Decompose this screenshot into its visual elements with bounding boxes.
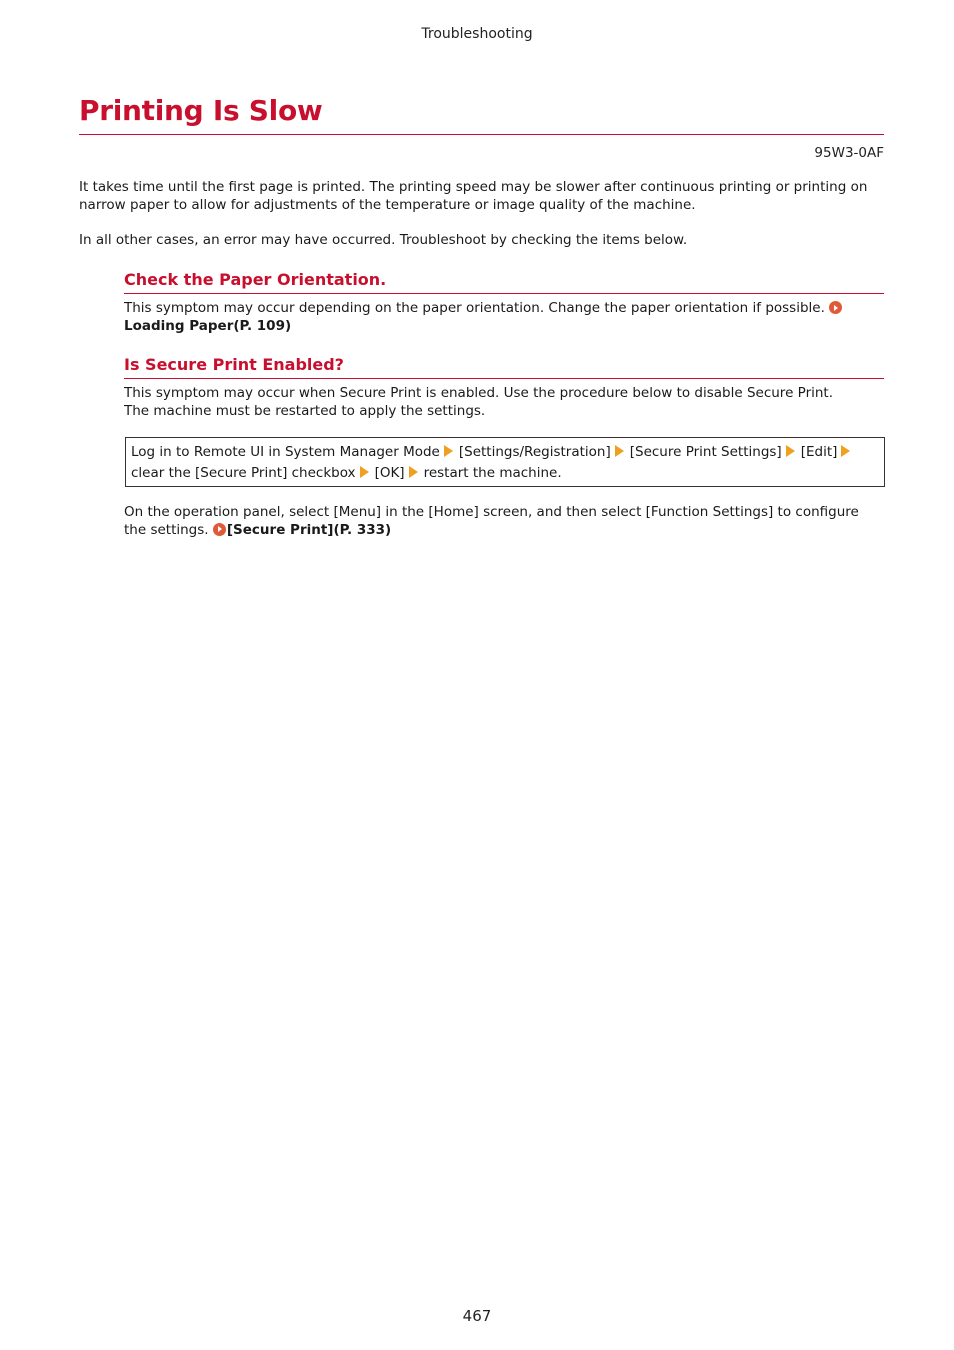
procedure-step: [Edit] [800, 444, 838, 460]
running-header: Troubleshooting [421, 26, 533, 42]
section-body-paper-orientation [124, 299, 884, 335]
procedure-step: Log in to Remote UI in System Manager Mode [131, 444, 440, 460]
intro-paragraph-1: It takes time until the first page is printed. The printing speed may be slower after continuous printing or printing on narrow paper to allow for adjustments of the temperature or image quality of the machine. [79, 179, 868, 213]
document-id: 95W3-0AF [814, 145, 884, 161]
section-text-line-1: This symptom may occur when Secure Print is enabled. Use the procedure below to disable Secure Print. [124, 385, 834, 401]
step-arrow-icon [360, 466, 369, 478]
step-arrow-icon [786, 445, 795, 457]
step-arrow-icon [444, 445, 453, 457]
procedure-step: restart the machine. [423, 465, 562, 481]
section-body-secure-print [124, 384, 884, 420]
procedure-step: [Settings/Registration] [458, 444, 611, 460]
operation-panel-paragraph [124, 504, 884, 539]
procedure-step: clear the [Secure Print] checkbox [131, 465, 356, 481]
title-divider [79, 134, 884, 135]
page-title: Printing Is Slow [79, 94, 323, 127]
section-text: This symptom may occur depending on the paper orientation. Change the paper orientation if possible. [124, 300, 825, 316]
step-arrow-icon [409, 466, 418, 478]
section-divider [124, 378, 884, 379]
section-text-line-2: The machine must be restarted to apply the settings. [124, 403, 486, 419]
step-arrow-icon [841, 445, 850, 457]
procedure-step: [Secure Print Settings] [629, 444, 782, 460]
secure-print-link[interactable]: [Secure Print](P. 333) [226, 521, 392, 538]
loading-paper-link[interactable]: Loading Paper(P. 109) [124, 318, 292, 334]
procedure-step: [OK] [374, 465, 405, 481]
procedure-box [125, 437, 885, 487]
section-heading-secure-print: Is Secure Print Enabled? [124, 355, 344, 374]
section-heading-paper-orientation: Check the Paper Orientation. [124, 270, 387, 289]
link-arrow-icon [213, 523, 226, 536]
section-divider [124, 293, 884, 294]
step-arrow-icon [615, 445, 624, 457]
intro-paragraph-2: In all other cases, an error may have occurred. Troubleshoot by checking the items below. [79, 232, 688, 248]
panel-text: On the operation panel, select [Menu] in the [Home] screen, and then select [Function Settings] to configure the settings. [124, 504, 859, 538]
link-arrow-icon [829, 301, 842, 314]
page-number: 467 [462, 1307, 492, 1325]
